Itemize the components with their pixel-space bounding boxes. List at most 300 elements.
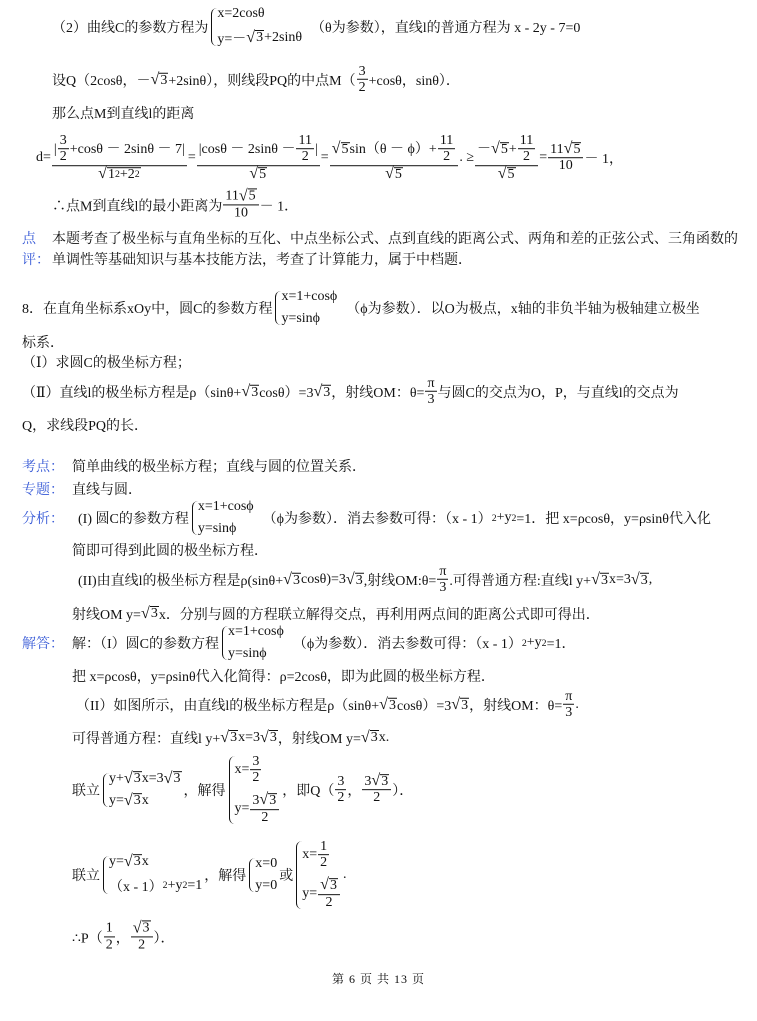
content-line: [22, 376, 679, 408]
radical-sign: √: [491, 140, 500, 158]
radicand: [133, 854, 142, 870]
text-run: y=sinϕ: [281, 311, 321, 326]
system-row: [109, 854, 202, 870]
numerator: [438, 133, 455, 149]
numerator: [296, 133, 313, 149]
text-run: +: [508, 141, 517, 157]
text-run: 射线OM y=: [72, 608, 141, 623]
numerator: [548, 141, 583, 158]
text-run: ,射线OM:θ=: [363, 573, 437, 589]
system-row: [217, 6, 302, 22]
text-run: 3: [133, 771, 141, 787]
text-run: x=: [234, 762, 250, 778]
numerator: [250, 754, 261, 770]
square-root: [385, 167, 403, 183]
fraction: [223, 188, 258, 221]
radical-sign: √: [123, 852, 133, 870]
radical-sign: √: [238, 187, 248, 205]
square-root: [98, 167, 141, 183]
text-run: （2）曲线C的参数方程为: [52, 21, 209, 36]
section-label: 分析：: [22, 512, 64, 527]
text-run: 3: [600, 572, 608, 588]
text-run: y=－: [217, 32, 247, 47]
numerator: [104, 921, 115, 937]
text-run: |cosθ － 2sinθ －: [198, 141, 296, 157]
text-run: ）．: [392, 783, 414, 799]
text-run: π: [427, 375, 435, 391]
system-rows: [109, 771, 182, 809]
square-root: [246, 30, 264, 46]
text-run: 2: [522, 149, 530, 165]
radical-sign: √: [246, 28, 256, 46]
content-line: [52, 249, 472, 269]
equation-system: [248, 856, 277, 894]
numerator: [357, 64, 368, 80]
text-run: 单调性等基础知识与基本技能方法，考查了计算能力，属于中档题．: [52, 253, 472, 268]
radicand: [292, 572, 301, 588]
text-run: =1．把 x=ρcosθ，y=ρsinθ代入化: [516, 512, 711, 527]
radicand: [133, 793, 142, 809]
square-root: [379, 697, 397, 713]
text-run: d=: [36, 149, 51, 165]
radical-sign: √: [123, 791, 133, 809]
denominator: [318, 856, 329, 872]
fraction: [296, 133, 313, 165]
square-root: [320, 878, 338, 894]
text-run: 把 x=ρcosθ，y=ρsinθ代入化简得：ρ=2cosθ，即为此圆的极坐标方程．: [72, 670, 495, 685]
text-run: 3: [323, 384, 331, 400]
text-run: 10: [558, 158, 573, 174]
superscript: 2: [511, 512, 517, 524]
radicand: [370, 730, 379, 746]
denominator: [104, 937, 115, 953]
text-run: 3: [142, 920, 150, 936]
fraction: [318, 878, 340, 911]
fraction: [475, 133, 538, 183]
text-run: ，射线OM：θ=: [469, 698, 563, 714]
system-row: [235, 754, 281, 786]
text-run: y=: [302, 886, 318, 902]
text-run: 2: [443, 149, 451, 165]
text-run: 2: [373, 790, 381, 806]
text-run: 3: [358, 63, 366, 79]
text-run: 11: [225, 188, 239, 204]
text-run: 3: [461, 697, 469, 713]
square-root: [283, 572, 301, 588]
text-run: 2: [301, 149, 309, 165]
square-root: [591, 572, 609, 588]
content-line: [72, 839, 346, 911]
text-run: 5: [573, 141, 581, 157]
content-line: [72, 604, 600, 624]
text-run: (I) 圆C的参数方程: [78, 512, 189, 527]
system-row: [109, 793, 182, 809]
denominator: [441, 150, 452, 166]
equation-system: [102, 854, 202, 896]
radicand: [507, 167, 516, 183]
system-row: [302, 839, 341, 871]
text-run: （Ⅰ）求圆C的极坐标方程；: [22, 356, 191, 371]
fraction: [131, 920, 153, 953]
text-run: 标系．: [22, 336, 64, 351]
text-run: －: [477, 141, 491, 157]
radical-sign: √: [220, 728, 230, 746]
text-run: x=2cosθ: [217, 6, 265, 21]
radical-sign: √: [630, 570, 640, 588]
denominator: [563, 705, 574, 721]
text-run: cosθ）=3: [259, 385, 314, 401]
text-run: 2: [105, 937, 113, 953]
text-run: 8．在直角坐标系xOy中，圆C的参数方程: [22, 302, 273, 317]
text-run: y=sinϕ: [228, 646, 267, 661]
text-run: x=3: [141, 770, 164, 786]
superscript: 2: [114, 169, 120, 181]
radicand: [269, 730, 278, 746]
text-run: 1: [107, 167, 115, 183]
section-label: 专题：: [22, 483, 64, 498]
text-run: 联立: [72, 868, 100, 884]
radicand: [250, 384, 259, 400]
text-run: y=0: [255, 877, 278, 893]
text-run: （θ为参数），直线l的普通方程为 x - 2y - 7=0: [304, 21, 581, 36]
system-row: [198, 499, 254, 515]
text-run: （II）如图所示，由直线l的极坐标方程是ρ（sinθ+: [76, 698, 380, 714]
section-label: 解答：: [22, 637, 64, 652]
text-run: 11: [298, 133, 312, 149]
square-root: [150, 72, 168, 88]
radicand: [173, 771, 182, 787]
square-root: [498, 167, 516, 183]
system-row: [281, 289, 337, 305]
content-line: [72, 754, 413, 826]
radical-sign: √: [313, 382, 323, 400]
radical-sign: √: [497, 165, 507, 183]
radical-sign: √: [259, 791, 269, 809]
denominator: [250, 771, 261, 787]
text-run: ，射线OM：θ=: [331, 385, 425, 401]
fraction: [438, 133, 455, 165]
content-line: [52, 188, 298, 221]
text-run: 2: [337, 790, 345, 806]
text-run: x=: [302, 847, 318, 863]
text-run: 3: [252, 792, 260, 808]
fraction: [335, 774, 346, 806]
system-row: [109, 771, 182, 787]
text-run: +y: [167, 878, 183, 894]
fraction: [330, 133, 459, 183]
text-run: cosθ)=3: [300, 571, 346, 587]
text-run: 或: [279, 868, 294, 884]
superscript: 2: [541, 637, 547, 649]
system-row: [255, 878, 277, 894]
text-run: 3: [269, 730, 277, 746]
text-run: 3: [252, 754, 260, 770]
text-run: 直线与圆．: [72, 483, 142, 498]
text-run: .: [342, 866, 347, 882]
text-run: 3: [269, 793, 277, 809]
text-run: 3: [427, 392, 435, 408]
denominator: [557, 158, 575, 174]
superscript: 2: [491, 512, 497, 524]
square-root: [124, 793, 142, 809]
content-line: [52, 6, 580, 48]
equation-system: [221, 624, 284, 662]
system-rows: [109, 854, 202, 896]
content-line: [52, 103, 194, 123]
superscript: 2: [182, 880, 188, 892]
fraction: [437, 564, 448, 596]
denominator: [357, 80, 368, 96]
system-rows: [255, 856, 277, 894]
superscript: 2: [521, 637, 527, 649]
equation-system: [102, 771, 182, 809]
content-line: [72, 540, 268, 560]
content-line: [52, 228, 738, 248]
radicand: [341, 142, 350, 158]
radicand: [248, 189, 257, 205]
radicand: [355, 572, 364, 588]
text-run: =: [539, 149, 548, 165]
denominator: [136, 938, 147, 954]
text-run: .可得普通方程:直线l y+: [449, 573, 592, 589]
radicand: [229, 730, 238, 746]
radicand: [394, 167, 403, 183]
numerator: [563, 689, 574, 705]
radicand: [255, 30, 264, 46]
system-row: [228, 646, 284, 662]
text-run: x.: [378, 730, 390, 745]
square-root: [451, 697, 469, 713]
system-row: [281, 311, 337, 327]
denominator: [58, 150, 69, 166]
system-row: [228, 624, 284, 640]
content-line: [76, 689, 579, 721]
equation-system: [295, 839, 341, 911]
denominator: [437, 580, 448, 596]
fraction: [318, 839, 329, 871]
text-run: 可得普通方程：直线l y+: [72, 732, 221, 747]
text-run: 11: [439, 133, 454, 149]
text-run: 本题考查了极坐标与直角坐标的互化、中点坐标公式、点到直线的距离公式、两角和差的正弦公式、三角函数的: [52, 232, 738, 247]
system-row: [235, 793, 281, 826]
radical-sign: √: [260, 728, 269, 746]
text-run: 3: [381, 773, 389, 789]
radicand: [500, 142, 509, 158]
text-run: 2: [325, 894, 333, 910]
numerator: [335, 774, 346, 790]
system-rows: [198, 499, 254, 537]
text-run: 3: [150, 606, 158, 622]
system-row: [255, 856, 277, 872]
radicand: [150, 606, 159, 622]
content-line: [52, 64, 460, 96]
text-run: =1．: [546, 637, 576, 652]
radical-sign: √: [132, 919, 142, 937]
text-run: (II)由直线l的极坐标方程是ρ(sinθ+: [78, 573, 284, 589]
denominator: [371, 790, 382, 806]
text-run: y=: [109, 853, 124, 869]
system-row: [217, 28, 302, 48]
text-run: （ϕ为参数）．消去参数可得：（x - 1）: [285, 637, 522, 652]
content-line: [72, 479, 142, 499]
text-run: ，解得: [204, 868, 247, 884]
square-root: [361, 730, 379, 746]
square-root: [141, 606, 159, 622]
text-run: 3: [173, 771, 181, 787]
content-line: [72, 666, 495, 686]
content-line: [22, 415, 148, 435]
text-run: 2: [138, 937, 146, 953]
text-run: x=0: [255, 855, 278, 871]
equation-system: [210, 6, 302, 48]
text-run: x=3: [608, 571, 631, 587]
text-run: 5: [259, 167, 267, 183]
square-root: [124, 854, 142, 870]
text-run: +y: [526, 635, 542, 650]
text-run: |: [53, 141, 57, 157]
text-run: . ≥: [459, 149, 474, 165]
text-run: 2: [261, 809, 269, 825]
square-root: [124, 771, 142, 787]
text-run: +y: [496, 510, 512, 525]
superscript: 2: [134, 169, 140, 181]
radical-sign: √: [163, 769, 173, 787]
equation-system: [274, 289, 337, 327]
text-run: 5: [248, 188, 256, 204]
radical-sign: √: [371, 772, 381, 790]
text-run: （ϕ为参数）．以O为极点，x轴的非负半轴为极轴建立极坐: [339, 302, 700, 317]
numerator: [318, 878, 340, 895]
text-run: （ϕ为参数）．消去参数可得：（x - 1）: [255, 512, 492, 527]
text-run: 3: [133, 793, 141, 809]
numerator: [475, 133, 538, 166]
content-line: [78, 564, 652, 596]
numerator: [52, 133, 187, 166]
radical-sign: √: [150, 70, 160, 88]
system-rows: [281, 289, 337, 327]
square-root: [332, 141, 350, 157]
text-run: 3: [439, 580, 447, 596]
text-run: 11: [550, 141, 564, 157]
fraction: [250, 754, 261, 786]
text-run: +2: [119, 167, 135, 183]
text-run: =: [187, 149, 196, 165]
fraction: [548, 141, 583, 174]
content-line: [72, 456, 366, 476]
text-run: 2: [320, 855, 328, 871]
text-run: y=: [234, 801, 250, 817]
text-run: +cosθ － 2sinθ － 7|: [69, 141, 185, 157]
text-run: 3: [292, 572, 300, 588]
text-run: － 1，: [584, 151, 623, 167]
text-run: 5: [394, 167, 402, 183]
text-run: 3: [256, 30, 264, 46]
fraction: [425, 376, 436, 408]
text-run: x=1+cosϕ: [228, 624, 284, 639]
text-run: =: [320, 149, 329, 165]
radicand: [107, 167, 141, 183]
text-run: 2: [252, 770, 260, 786]
content-line: [22, 289, 700, 327]
radicand: [142, 921, 151, 937]
text-run: x=1+cosϕ: [197, 499, 254, 514]
fraction: [58, 133, 69, 165]
text-run: π: [439, 563, 447, 579]
radicand: [133, 771, 142, 787]
content-line: [22, 332, 64, 352]
text-run: x=1+cosϕ: [281, 289, 338, 304]
content-line: [78, 499, 711, 537]
text-run: （x - 1）: [109, 880, 163, 896]
text-run: ,: [648, 571, 653, 587]
text-run: +2sinθ: [264, 30, 303, 45]
system-row: [109, 876, 202, 896]
square-root: [164, 771, 182, 787]
numerator: [318, 839, 329, 855]
text-run: 2: [59, 149, 67, 165]
system-rows: [228, 624, 284, 662]
text-run: x．分别与圆的方程联立解得交点，再利用两点间的距离公式即可得出．: [158, 608, 600, 623]
text-run: 简单曲线的极坐标方程；直线与圆的位置关系．: [72, 460, 366, 475]
text-run: ，射线OM y=: [277, 732, 361, 747]
text-run: ，: [347, 783, 362, 799]
numerator: [425, 376, 436, 392]
numerator: [518, 133, 535, 149]
text-run: 1: [105, 920, 113, 936]
fraction: [362, 773, 391, 806]
system-rows: [217, 6, 302, 48]
denominator: [521, 150, 532, 166]
text-run: 3: [133, 854, 141, 870]
radicand: [258, 167, 267, 183]
text-run: 5: [507, 167, 515, 183]
radicand: [329, 878, 338, 894]
system-rows: [235, 754, 281, 826]
text-run: 3: [160, 72, 168, 88]
denominator: [426, 392, 437, 408]
text-run: =1: [187, 878, 203, 894]
radicand: [460, 697, 469, 713]
denominator: [496, 167, 518, 183]
fraction: [563, 689, 574, 721]
text-run: 3: [230, 730, 238, 746]
content-line: [22, 352, 191, 372]
square-root: [133, 920, 151, 936]
numerator: [131, 920, 153, 937]
text-run: x: [141, 853, 149, 869]
radicand: [322, 384, 331, 400]
numerator: [330, 133, 459, 166]
square-root: [241, 384, 259, 400]
section-label: 考点：: [22, 460, 64, 475]
radical-sign: √: [331, 140, 341, 158]
text-run: 10: [234, 205, 248, 221]
denominator: [324, 895, 335, 911]
section-label: 评：: [22, 253, 50, 268]
radical-sign: √: [451, 695, 461, 713]
text-run: 11: [519, 133, 534, 149]
system-rows: [302, 839, 341, 911]
text-run: 1: [320, 839, 328, 855]
page-footer: 第 6 页 共 13 页: [331, 972, 425, 986]
text-run: π: [565, 688, 573, 704]
text-run: ，: [115, 931, 130, 946]
content-line: [72, 920, 175, 953]
denominator: [300, 150, 311, 166]
square-root: [313, 384, 331, 400]
denominator: [247, 167, 269, 183]
text-run: |: [314, 141, 318, 157]
